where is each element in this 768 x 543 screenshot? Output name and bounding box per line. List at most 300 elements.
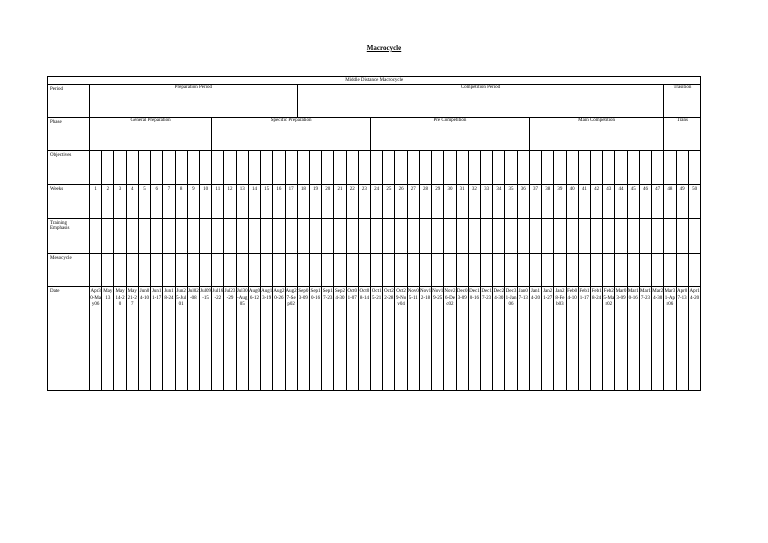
date-range: Jun11-17 (151, 289, 162, 301)
week-cell (419, 185, 431, 219)
grid-cell (664, 219, 676, 254)
grid-cell (505, 219, 517, 254)
grid-cell (371, 219, 383, 254)
grid-cell (419, 151, 431, 185)
grid-cell (590, 151, 602, 185)
grid-cell (468, 151, 480, 185)
date-cell (468, 287, 480, 391)
period-row (48, 85, 726, 118)
grid-cell (138, 219, 150, 254)
date-range: Sep24-30 (334, 289, 345, 301)
week-cell (163, 185, 175, 219)
grid-cell (114, 254, 126, 287)
week-cell (371, 185, 383, 219)
grid-cell (639, 254, 651, 287)
grid-cell (346, 254, 358, 287)
grid-cell (236, 254, 248, 287)
grid-cell (627, 254, 639, 287)
grid-cell (248, 219, 260, 254)
week-number: 36 (520, 187, 526, 192)
grid-cell (199, 219, 211, 254)
grid-cell (126, 151, 138, 185)
date-cell (151, 287, 163, 391)
week-cell (175, 185, 187, 219)
week-cell (688, 185, 701, 219)
week-number: 48 (667, 187, 673, 192)
date-cell (126, 287, 138, 391)
week-number: 31 (459, 187, 465, 192)
grid-cell (248, 254, 260, 287)
week-number: 25 (386, 187, 392, 192)
week-number: 43 (606, 187, 612, 192)
week-number: 9 (192, 187, 195, 192)
grid-cell (566, 219, 578, 254)
date-cell (261, 287, 273, 391)
grid-cell (590, 219, 602, 254)
grid-cell (358, 151, 370, 185)
date-range: Mar03-09 (615, 289, 627, 301)
week-cell (407, 185, 419, 219)
grid-cell (481, 219, 493, 254)
date-cell (652, 287, 664, 391)
date-cell (456, 287, 468, 391)
grid-cell (273, 254, 285, 287)
grid-cell (151, 151, 163, 185)
date-range: Jun18-24 (164, 289, 174, 301)
grid-cell (334, 254, 346, 287)
grid-cell (542, 219, 554, 254)
grid-cell (590, 254, 602, 287)
date-cell (273, 287, 285, 391)
week-cell (652, 185, 664, 219)
grid-cell (444, 151, 456, 185)
date-range: Aug27-Sep02 (285, 289, 297, 308)
grid-cell (468, 219, 480, 254)
grid-cell (676, 151, 688, 185)
date-cell (542, 287, 554, 391)
week-number: 28 (423, 187, 429, 192)
date-range: Mar31-Apr06 (664, 289, 676, 308)
week-number: 40 (569, 187, 575, 192)
date-range: Jul09-15 (200, 289, 211, 301)
week-cell (505, 185, 517, 219)
grid-cell (90, 219, 102, 254)
objectives-label: Objectives (48, 151, 90, 185)
week-cell (261, 185, 273, 219)
period-cell: Preparation Period (90, 85, 298, 118)
grid-cell (676, 254, 688, 287)
week-cell (456, 185, 468, 219)
date-range: Sep03-09 (298, 289, 309, 301)
date-cell (407, 287, 419, 391)
date-range: Dec17-23 (481, 289, 492, 301)
grid-cell (652, 219, 664, 254)
week-number: 18 (300, 187, 306, 192)
grid-cell (248, 151, 260, 185)
date-cell (481, 287, 493, 391)
week-number: 14 (251, 187, 257, 192)
grid-cell (285, 219, 297, 254)
week-cell (590, 185, 602, 219)
grid-cell (542, 151, 554, 185)
grid-cell (517, 254, 529, 287)
grid-cell (297, 151, 309, 185)
date-range: Oct22-28 (383, 289, 394, 301)
week-cell (102, 185, 114, 219)
grid-cell (126, 254, 138, 287)
grid-cell (163, 151, 175, 185)
page-title: Macrocycle (366, 44, 402, 52)
grid-cell (554, 254, 566, 287)
week-number: 29 (435, 187, 441, 192)
date-range: Dec03-09 (456, 289, 468, 301)
week-number: 19 (313, 187, 319, 192)
phase-cell: Pre Competition (371, 118, 530, 151)
week-number: 35 (508, 187, 514, 192)
week-number: 3 (118, 187, 122, 192)
grid-cell (371, 151, 383, 185)
grid-cell (542, 254, 554, 287)
week-cell (554, 185, 566, 219)
week-cell (114, 185, 126, 219)
grid-cell (212, 151, 224, 185)
date-cell (529, 287, 541, 391)
week-cell (615, 185, 627, 219)
grid-cell (493, 219, 505, 254)
table-header-row (48, 77, 726, 85)
week-number: 33 (484, 187, 490, 192)
week-number: 24 (374, 187, 380, 192)
date-cell (334, 287, 346, 391)
date-cell (163, 287, 175, 391)
weeks-label: Weeks (48, 185, 90, 219)
date-range: Nov26-Dec02 (444, 289, 456, 308)
week-cell (151, 185, 163, 219)
date-range: Sep10-16 (310, 289, 321, 301)
date-range: Feb25-Mar02 (603, 289, 615, 308)
week-number: 2 (106, 187, 110, 192)
grid-cell (432, 151, 444, 185)
date-cell (297, 287, 309, 391)
phase-cell: Specific Preparation (212, 118, 371, 151)
phase-row (48, 118, 726, 151)
grid-cell (481, 151, 493, 185)
weeks-row (48, 185, 726, 219)
week-number: 8 (179, 187, 183, 192)
grid-cell (90, 254, 102, 287)
date-cell (603, 287, 615, 391)
date-range: Jan21-27 (543, 289, 553, 301)
period-cell: Trasition (664, 85, 701, 118)
date-cell (371, 287, 383, 391)
week-cell (285, 185, 297, 219)
date-cell (493, 287, 505, 391)
grid-cell (187, 254, 199, 287)
grid-cell (664, 254, 676, 287)
grid-cell (175, 151, 187, 185)
grid-cell (615, 254, 627, 287)
week-number: 6 (155, 187, 158, 192)
grid-cell (187, 219, 199, 254)
week-number: 47 (655, 187, 661, 192)
week-number: 13 (239, 187, 245, 192)
week-number: 26 (398, 187, 404, 192)
date-range: Apr14-20 (689, 289, 700, 301)
grid-cell (615, 219, 627, 254)
grid-cell (688, 219, 701, 254)
date-cell (187, 287, 199, 391)
grid-cell (175, 219, 187, 254)
phase-cell: Trans (664, 118, 701, 151)
week-number: 16 (276, 187, 282, 192)
grid-cell (456, 254, 468, 287)
date-cell (419, 287, 431, 391)
training-emphasis-row (48, 219, 726, 254)
grid-cell (212, 254, 224, 287)
grid-cell (236, 151, 248, 185)
week-cell (481, 185, 493, 219)
date-cell (444, 287, 456, 391)
grid-cell (273, 151, 285, 185)
date-row (48, 287, 726, 391)
period-label: Period (48, 85, 90, 118)
date-cell (688, 287, 701, 391)
mesocycle-label: Mesocycle (48, 254, 90, 287)
date-range: Nov05-11 (407, 289, 419, 301)
grid-cell (456, 219, 468, 254)
week-cell (224, 185, 236, 219)
date-range: Dec24-30 (493, 289, 505, 301)
week-cell (138, 185, 150, 219)
week-cell (90, 185, 102, 219)
grid-cell (639, 219, 651, 254)
grid-cell (468, 254, 480, 287)
week-cell (493, 185, 505, 219)
week-number: 15 (264, 187, 270, 192)
objectives-row (48, 151, 726, 185)
grid-cell (309, 254, 321, 287)
date-cell (212, 287, 224, 391)
week-cell (676, 185, 688, 219)
week-number: 42 (594, 187, 600, 192)
grid-cell (273, 219, 285, 254)
week-cell (248, 185, 260, 219)
grid-cell (261, 219, 273, 254)
date-range: Mar24-30 (652, 289, 664, 301)
date-cell (517, 287, 529, 391)
week-cell (444, 185, 456, 219)
grid-cell (261, 151, 273, 185)
week-cell (639, 185, 651, 219)
date-range: Jun04-10 (139, 289, 150, 301)
date-range: Jan28-Feb03 (555, 289, 565, 308)
phase-cell: Main Competition (529, 118, 663, 151)
date-range: Oct29-Nov04 (395, 289, 407, 308)
date-cell (358, 287, 370, 391)
grid-cell (603, 219, 615, 254)
grid-cell (358, 219, 370, 254)
grid-cell (566, 254, 578, 287)
date-cell (676, 287, 688, 391)
grid-cell (676, 219, 688, 254)
date-cell (90, 287, 102, 391)
date-range: Oct01-07 (347, 289, 358, 301)
date-cell (395, 287, 407, 391)
grid-cell (224, 254, 236, 287)
week-number: 27 (410, 187, 416, 192)
date-range: Nov19-25 (432, 289, 444, 301)
date-range: Nov12-18 (419, 289, 432, 301)
week-cell (297, 185, 309, 219)
date-cell (199, 287, 211, 391)
phase-label: Phase (48, 118, 90, 151)
week-number: 4 (131, 187, 134, 192)
date-cell (236, 287, 248, 391)
grid-cell (297, 254, 309, 287)
date-cell (224, 287, 236, 391)
grid-cell (664, 151, 676, 185)
week-cell (566, 185, 578, 219)
grid-cell (615, 151, 627, 185)
grid-cell (652, 151, 664, 185)
date-cell (248, 287, 260, 391)
week-cell (199, 185, 211, 219)
date-range: Jul30-Aug05 (236, 289, 248, 308)
date-cell (639, 287, 651, 391)
date-cell (615, 287, 627, 391)
week-cell (273, 185, 285, 219)
week-cell (432, 185, 444, 219)
date-range: Jan14-20 (530, 289, 541, 301)
grid-cell (151, 254, 163, 287)
grid-cell (212, 219, 224, 254)
grid-cell (297, 219, 309, 254)
grid-cell (444, 254, 456, 287)
week-number: 23 (361, 187, 367, 192)
grid-cell (395, 151, 407, 185)
phase-cell: General Preparation (90, 118, 212, 151)
date-range: Feb18-24 (591, 289, 602, 301)
grid-cell (285, 151, 297, 185)
week-cell (603, 185, 615, 219)
date-cell (664, 287, 676, 391)
date-cell (102, 287, 114, 391)
grid-cell (554, 219, 566, 254)
grid-cell (652, 254, 664, 287)
grid-cell (334, 219, 346, 254)
grid-cell (566, 151, 578, 185)
grid-cell (224, 219, 236, 254)
mesocycle-row (48, 254, 726, 287)
week-number: 12 (227, 187, 233, 192)
week-number: 45 (630, 187, 636, 192)
grid-cell (163, 219, 175, 254)
week-cell (334, 185, 346, 219)
grid-cell (578, 219, 590, 254)
date-cell (346, 287, 358, 391)
week-cell (212, 185, 224, 219)
week-cell (627, 185, 639, 219)
grid-cell (322, 219, 334, 254)
grid-cell (346, 219, 358, 254)
week-number: 30 (447, 187, 453, 192)
grid-cell (114, 219, 126, 254)
date-cell (175, 287, 187, 391)
date-range: Aug13-19 (261, 289, 273, 301)
week-number: 21 (337, 187, 343, 192)
date-range: Mar10-16 (627, 289, 639, 301)
grid-cell (395, 219, 407, 254)
week-number: 5 (143, 187, 146, 192)
grid-cell (529, 151, 541, 185)
week-cell (322, 185, 334, 219)
grid-cell (432, 219, 444, 254)
date-range: Jul02-08 (187, 289, 199, 301)
grid-cell (407, 254, 419, 287)
grid-cell (603, 151, 615, 185)
grid-cell (187, 151, 199, 185)
date-cell (309, 287, 321, 391)
date-cell (432, 287, 444, 391)
grid-cell (395, 254, 407, 287)
grid-cell (175, 254, 187, 287)
table-title: Middle Distance Macrocycle (48, 77, 701, 85)
week-cell (358, 185, 370, 219)
week-cell (578, 185, 590, 219)
grid-cell (138, 151, 150, 185)
date-cell (566, 287, 578, 391)
date-cell (322, 287, 334, 391)
grid-cell (322, 151, 334, 185)
week-number: 10 (203, 187, 209, 192)
date-cell (383, 287, 395, 391)
grid-cell (163, 254, 175, 287)
week-cell (542, 185, 554, 219)
grid-cell (90, 151, 102, 185)
week-cell (309, 185, 321, 219)
grid-cell (383, 254, 395, 287)
grid-cell (114, 151, 126, 185)
date-label: Date (48, 287, 90, 391)
date-cell (505, 287, 517, 391)
week-cell (468, 185, 480, 219)
date-range: Sep17-23 (322, 289, 333, 301)
date-range: May14-20 (115, 289, 125, 308)
grid-cell (309, 151, 321, 185)
period-cell: Competition Period (297, 85, 664, 118)
grid-cell (199, 151, 211, 185)
grid-cell (517, 151, 529, 185)
date-cell (138, 287, 150, 391)
date-range: Aug06-12 (248, 289, 261, 301)
week-number: 1 (94, 187, 97, 192)
date-cell (578, 287, 590, 391)
grid-cell (529, 219, 541, 254)
week-cell (517, 185, 529, 219)
grid-cell (688, 151, 701, 185)
date-range: Aug20-26 (273, 289, 285, 301)
grid-cell (102, 219, 114, 254)
week-cell (529, 185, 541, 219)
grid-cell (138, 254, 150, 287)
date-range: Apr07-13 (676, 289, 688, 301)
week-number: 46 (642, 187, 648, 192)
grid-cell (493, 254, 505, 287)
grid-cell (334, 151, 346, 185)
date-range: May21-27 (127, 289, 137, 308)
date-range: Apr30-May06 (90, 289, 102, 308)
week-number: 7 (167, 187, 171, 192)
